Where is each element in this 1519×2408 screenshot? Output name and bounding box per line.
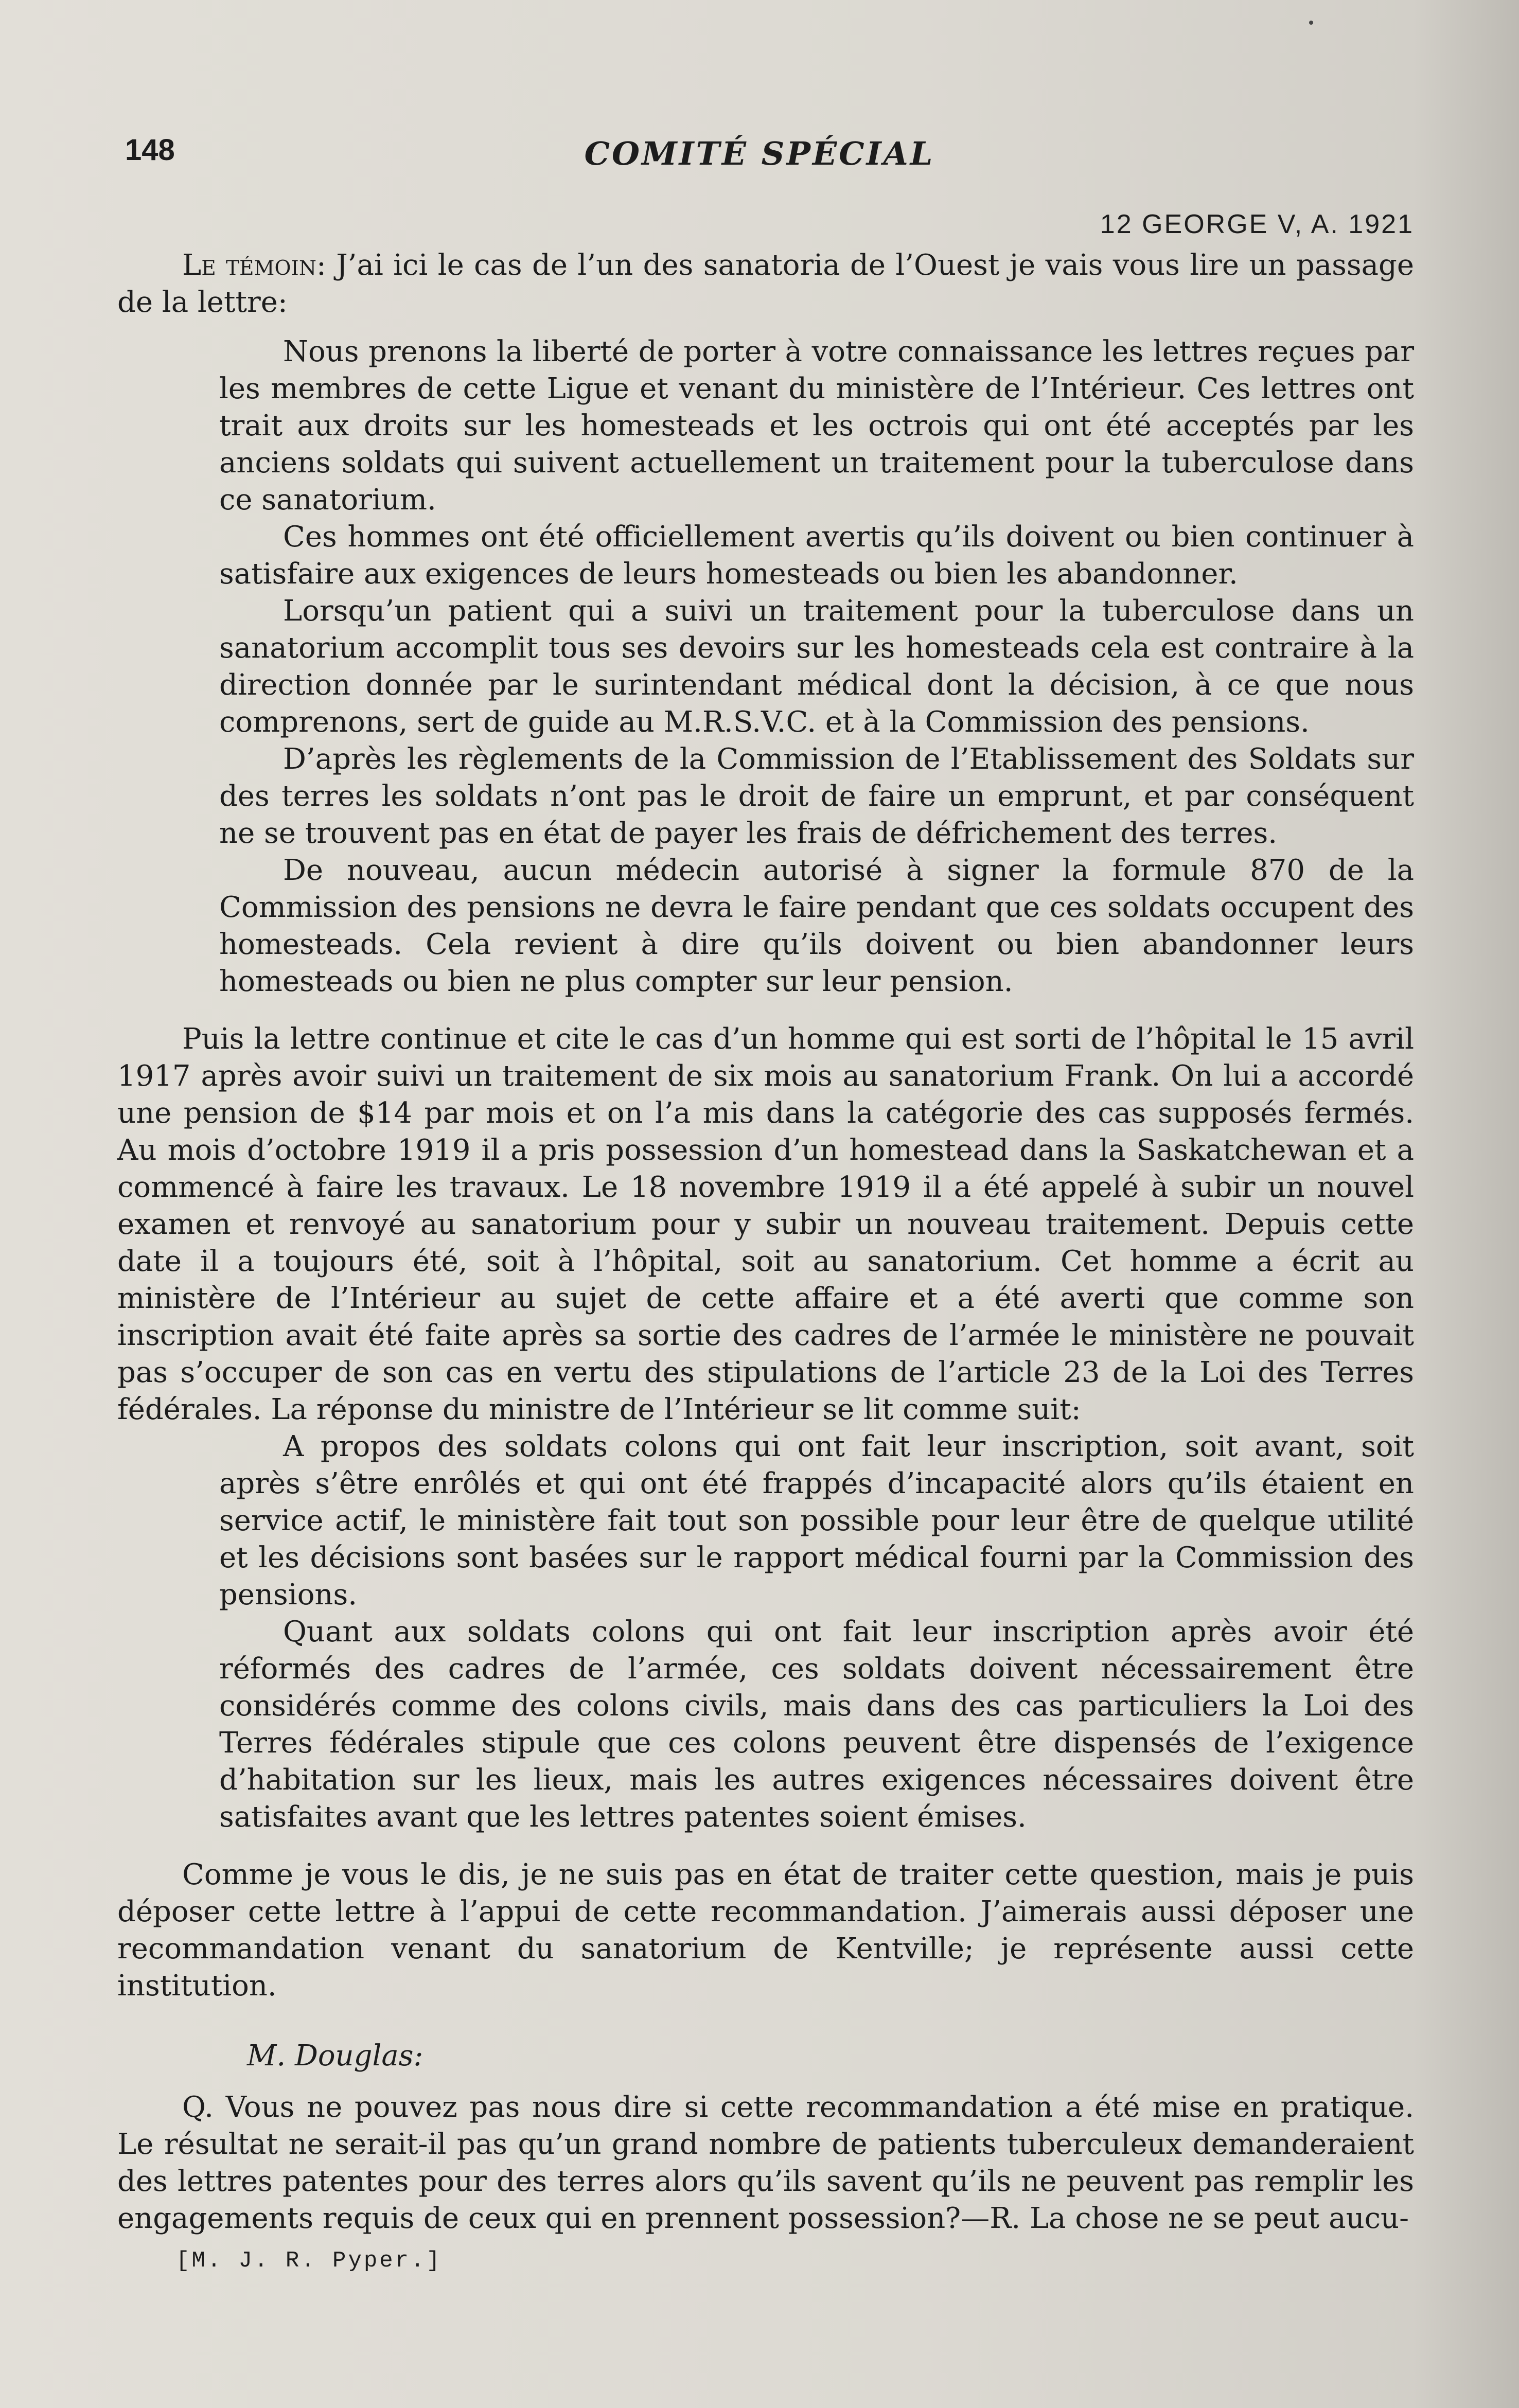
- running-head: COMITÉ SPÉCIAL: [584, 135, 935, 172]
- letter-paragraph: D’après les règlements de la Commission de l’Etablissement des Soldats sur des terres les soldats n’ont pas le droit de faire un emprunt, et par conséquent ne se trouvent pas en état de payer les frais de défrichement des terres.: [219, 742, 1414, 850]
- closing-paragraph: Comme je vous le dis, je ne suis pas en état de traiter cette question, mais je puis déposer cette lettre à l’appui de cette recommandation. J’aimerais aussi déposer une recommandation venant du sanatorium de Kentville; je représente aussi cette institution.: [117, 1858, 1414, 2003]
- session-line: 12 GEORGE V, A. 1921: [1100, 209, 1414, 239]
- continuation-paragraph: Puis la lettre continue et cite le cas d’un homme qui est sorti de l’hôpital le 15 avril 1917 après avoir suivi un traitement de six mois au sanatorium Frank. On lui a accordé une pension de $14 par mois et on l’a mis dans la catégorie des cas supposés fermés. Au mois d’octobre 1919 il a pris possession d’un homestead dans la Saskatchewan et a commencé à faire les travaux. Le 18 novembre 1919 il a été appelé à subir un nouvel examen et renvoyé au sanatorium pour y subir un nouveau traitement. Depuis cette date il a toujours été, soit à l’hôpital, soit au sanatorium. Cet homme a écrit au ministère de l’Intérieur au sujet de cette affaire et a été averti que comme son inscription avait été faite après sa sortie des cadres de l’armée le ministère ne pouvait pas s’occuper de son cas en vertu des stipulations de l’article 23 de la Loi des Terres fédérales. La réponse du ministre de l’Intérieur se lit comme suit:: [117, 1022, 1414, 1426]
- page-number: 148: [125, 133, 175, 167]
- minister-paragraph: Quant aux soldats colons qui ont fait leur inscription après avoir été réformés des cadres de l’armée, ces soldats doivent nécessairement être considérés comme des colons civils, mais dans des cas particuliers la Loi des Terres fédérales stipule que ces colons peuvent être dispensés de l’exigence d’habitation sur les lieux, mais les autres exigences nécessaires doivent être satisfaites avant que les lettres patentes soient émises.: [219, 1615, 1414, 1834]
- speaker-label: Le témoin: [182, 249, 316, 282]
- speaker-douglas: M. Douglas:: [247, 2039, 423, 2073]
- print-speck: [1309, 21, 1313, 25]
- letter-paragraph: De nouveau, aucun médecin autorisé à signer la formule 870 de la Commission des pensions ne devra le faire pendant que ces soldats occupent des homesteads. Cela revient à dire qu’ils doivent ou bien abandonner leurs homesteads ou bien ne plus compter sur leur pension.: [219, 854, 1414, 998]
- intro-text: : J’ai ici le cas de l’un des sanatoria de l’Ouest je vais vous lire un passage de la lettre:: [117, 249, 1414, 319]
- signature: [M. J. R. Pyper.]: [176, 2248, 442, 2274]
- intro-paragraph: [117, 247, 1414, 321]
- letter-paragraph: Ces hommes ont été officiellement avertis qu’ils doivent ou bien continuer à satisfaire aux exigences de leurs homesteads ou bien les abandonner.: [219, 520, 1414, 591]
- letter-paragraph: Nous prenons la liberté de porter à votre connaissance les lettres reçues par les membres de cette Ligue et venant du ministère de l’Intérieur. Ces lettres ont trait aux droits sur les homesteads et les octrois qui ont été acceptés par les anciens soldats qui suivent actuellement un traitement pour la tuberculose dans ce sanatorium.: [219, 335, 1414, 517]
- letter-paragraph: Lorsqu’un patient qui a suivi un traitement pour la tuberculose dans un sanatorium accomplit tous ses devoirs sur les homesteads cela est contraire à la direction donnée par le surintendant médical dont la décision, à ce que nous comprenons, sert de guide au M.R.S.V.C. et à la Commission des pensions.: [219, 594, 1414, 739]
- question-paragraph: Q. Vous ne pouvez pas nous dire si cette recommandation a été mise en pratique. Le résultat ne serait-il pas qu’un grand nombre de patients tuberculeux demanderaient des lettres patentes pour des terres alors qu’ils savent qu’ils ne peuvent pas remplir les engagements requis de ceux qui en prennent possession?—R. La chose ne se peut aucu-: [117, 2091, 1414, 2235]
- body-text: [117, 247, 1414, 2279]
- minister-paragraph: A propos des soldats colons qui ont fait leur inscription, soit avant, soit après s’être enrôlés et qui ont été frappés d’incapacité alors qu’ils étaient en service actif, le ministère fait tout son possible pour leur être de quelque utilité et les décisions sont basées sur le rapport médical fourni par la Commission des pensions.: [219, 1430, 1414, 1612]
